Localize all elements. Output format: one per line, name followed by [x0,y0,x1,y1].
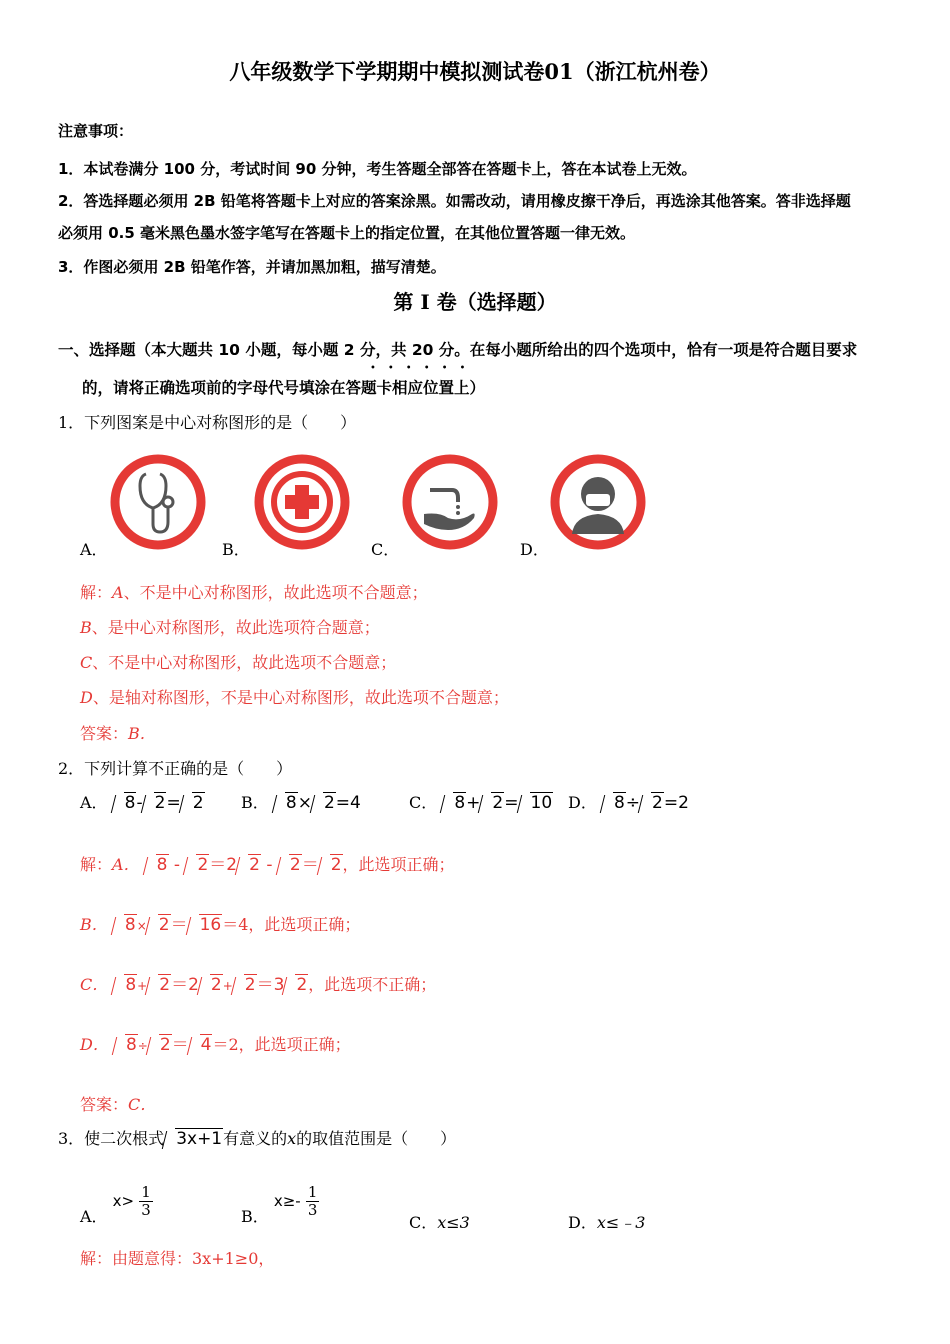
note-3: 3．作图必须用 2B 铅笔作答，并请加黑加粗，描写清楚。 [58,258,446,276]
q2-solution-b: B． 8× 2＝ 16＝4，此选项正确； [80,915,361,935]
q1-option-c: C． [371,540,400,559]
face-mask-icon [548,452,648,552]
q3-option-c: C．x≤3 [409,1213,470,1232]
notes-heading: 注意事项： [58,122,134,140]
q3-option-d: D．x≤﹣3 [568,1213,646,1232]
stethoscope-icon [108,452,208,552]
section-title: 第 Ⅰ 卷（选择题） [393,290,557,314]
page-title: 八年级数学下学期期中模拟测试卷01（浙江杭州卷） [229,59,721,84]
q2-solution-a: 解：A． 8 - 2＝2 2 - 2＝ 2，此选项正确； [80,855,455,875]
note-1: 1．本试卷满分 100 分，考试时间 90 分钟，考生答题全部答在答题卡上，答在本试卷上无效。 [58,160,697,178]
q2-option-c: C． 8+ 2= 10 [409,793,553,813]
q3-solution: 解：由题意得：3x+1≥0， [80,1249,275,1268]
q1-option-b: B． [222,540,250,559]
hand-washing-icon [400,452,500,552]
q1-solution-b: B、是中心对称图形，故此选项符合题意； [80,618,380,637]
q2-stem: 2．下列计算不正确的是（ ） [58,759,293,778]
q1-answer: 答案：B． [80,724,156,743]
q1-solution-d: D、是轴对称图形，不是中心对称图形，故此选项不合题意； [80,688,509,707]
q2-answer: 答案：C． [80,1095,157,1114]
section-intro-1: 一、选择题（本大题共 10 小题，每小题 2 分，共 20 分。在每小题所给出的四个选项中，恰有一项是符合题目要求 [58,341,858,359]
q2-option-b: B． 8× 2=4 [241,793,361,813]
q1-option-d: D． [520,540,549,559]
red-cross-icon [252,452,352,552]
emphasis-dots: •••••• [370,363,478,374]
q2-option-a: A． 8- 2= 2 [80,793,204,813]
q1-solution-a: 解：A、不是中心对称图形，故此选项不合题意； [80,583,428,602]
q3-option-a: A． x> $\frac{1}{3}$ [80,1183,151,1226]
q2-solution-c: C． 8+ 2＝2 2+ 2＝3 2，此选项不正确； [80,975,437,995]
note-2a: 2．答选择题必须用 2B 铅笔将答题卡上对应的答案涂黑。如需改动，请用橡皮擦干净后，再选涂其他答案。答非选择题 [58,192,851,210]
q3-option-b: B． x≥- $\frac{1}{3}$ [241,1183,318,1226]
q1-option-a: A． [80,540,108,559]
note-2b: 必须用 0.5 毫米黑色墨水签字笔写在答题卡上的指定位置，在其他位置答题一律无效。 [58,224,636,242]
q1-stem: 1．下列图案是中心对称图形的是（ ） [58,413,357,432]
q1-solution-c: C、不是中心对称图形，故此选项不合题意； [80,653,397,672]
q2-option-d: D． 8÷ 2=2 [568,793,689,813]
section-intro-2: 的，请将正确选项前的字母代号填涂在答题卡相应位置上） [82,379,486,397]
q3-stem: 3．使二次根式 3x+1有意义的x的取值范围是（ ） [58,1129,457,1149]
q2-solution-d: D． 8÷ 2＝ 4＝2，此选项正确； [80,1035,351,1055]
